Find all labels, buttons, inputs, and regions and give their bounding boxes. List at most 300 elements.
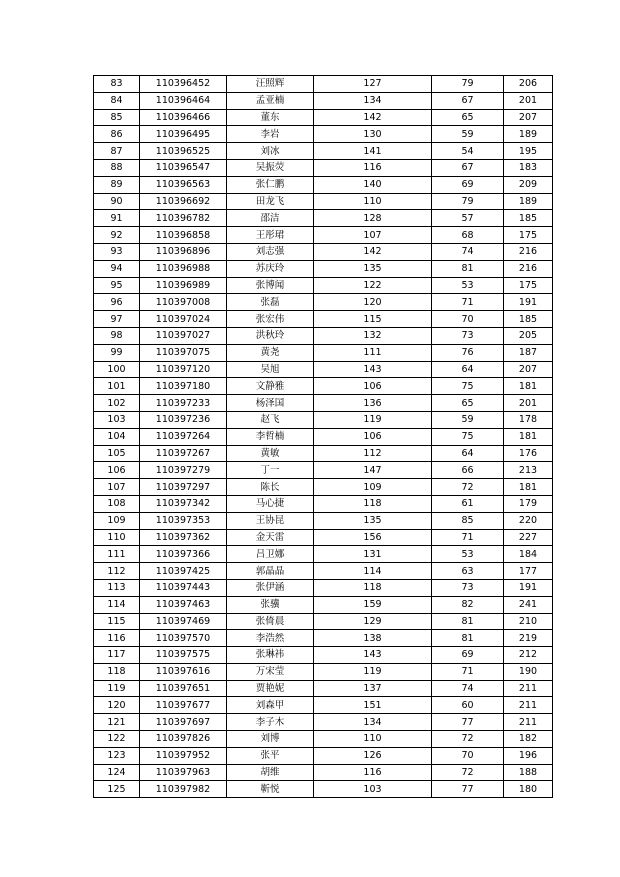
student-id-cell: 110397279 bbox=[140, 462, 227, 479]
total-cell: 181 bbox=[504, 479, 553, 496]
total-cell: 207 bbox=[504, 109, 553, 126]
table-row bbox=[94, 445, 553, 462]
score-b-cell: 77 bbox=[432, 781, 504, 798]
serial-cell: 100 bbox=[94, 361, 140, 378]
table-row bbox=[94, 731, 553, 748]
table-row bbox=[94, 563, 553, 580]
student-id-cell: 110396858 bbox=[140, 227, 227, 244]
score-a-cell: 140 bbox=[314, 176, 432, 193]
score-table-body bbox=[94, 76, 553, 798]
table-row bbox=[94, 227, 553, 244]
score-a-cell: 151 bbox=[314, 697, 432, 714]
name-cell: 王彤珺 bbox=[227, 227, 314, 244]
table-row bbox=[94, 277, 553, 294]
student-id-cell: 110397120 bbox=[140, 361, 227, 378]
serial-cell: 114 bbox=[94, 596, 140, 613]
score-a-cell: 135 bbox=[314, 260, 432, 277]
student-id-cell: 110397180 bbox=[140, 378, 227, 395]
score-a-cell: 106 bbox=[314, 378, 432, 395]
total-cell: 216 bbox=[504, 243, 553, 260]
score-a-cell: 119 bbox=[314, 663, 432, 680]
name-cell: 贾艳妮 bbox=[227, 680, 314, 697]
score-a-cell: 135 bbox=[314, 512, 432, 529]
table-row bbox=[94, 378, 553, 395]
score-b-cell: 72 bbox=[432, 764, 504, 781]
score-a-cell: 134 bbox=[314, 714, 432, 731]
student-id-cell: 110397267 bbox=[140, 445, 227, 462]
name-cell: 张琳祎 bbox=[227, 647, 314, 664]
total-cell: 176 bbox=[504, 445, 553, 462]
name-cell: 黄敏 bbox=[227, 445, 314, 462]
score-b-cell: 81 bbox=[432, 613, 504, 630]
total-cell: 187 bbox=[504, 344, 553, 361]
table-row bbox=[94, 92, 553, 109]
serial-cell: 89 bbox=[94, 176, 140, 193]
score-a-cell: 109 bbox=[314, 479, 432, 496]
score-b-cell: 74 bbox=[432, 680, 504, 697]
student-id-cell: 110397008 bbox=[140, 294, 227, 311]
name-cell: 李子木 bbox=[227, 714, 314, 731]
student-id-cell: 110397236 bbox=[140, 411, 227, 428]
score-a-cell: 131 bbox=[314, 546, 432, 563]
score-a-cell: 129 bbox=[314, 613, 432, 630]
table-row bbox=[94, 479, 553, 496]
student-id-cell: 110396495 bbox=[140, 126, 227, 143]
serial-cell: 121 bbox=[94, 714, 140, 731]
score-a-cell: 127 bbox=[314, 76, 432, 93]
total-cell: 191 bbox=[504, 294, 553, 311]
total-cell: 216 bbox=[504, 260, 553, 277]
score-b-cell: 65 bbox=[432, 395, 504, 412]
serial-cell: 88 bbox=[94, 159, 140, 176]
total-cell: 212 bbox=[504, 647, 553, 664]
student-id-cell: 110396692 bbox=[140, 193, 227, 210]
name-cell: 董东 bbox=[227, 109, 314, 126]
total-cell: 175 bbox=[504, 277, 553, 294]
total-cell: 227 bbox=[504, 529, 553, 546]
score-a-cell: 122 bbox=[314, 277, 432, 294]
student-id-cell: 110396988 bbox=[140, 260, 227, 277]
name-cell: 吕卫娜 bbox=[227, 546, 314, 563]
name-cell: 张磊 bbox=[227, 294, 314, 311]
total-cell: 196 bbox=[504, 747, 553, 764]
serial-cell: 90 bbox=[94, 193, 140, 210]
total-cell: 181 bbox=[504, 428, 553, 445]
table-row bbox=[94, 193, 553, 210]
student-id-cell: 110396525 bbox=[140, 143, 227, 160]
name-cell: 郭晶晶 bbox=[227, 563, 314, 580]
score-a-cell: 136 bbox=[314, 395, 432, 412]
score-a-cell: 130 bbox=[314, 126, 432, 143]
score-b-cell: 59 bbox=[432, 411, 504, 428]
table-row bbox=[94, 311, 553, 328]
name-cell: 陈长 bbox=[227, 479, 314, 496]
table-row bbox=[94, 344, 553, 361]
total-cell: 209 bbox=[504, 176, 553, 193]
score-a-cell: 143 bbox=[314, 361, 432, 378]
name-cell: 张博闻 bbox=[227, 277, 314, 294]
total-cell: 180 bbox=[504, 781, 553, 798]
student-id-cell: 110396782 bbox=[140, 210, 227, 227]
serial-cell: 109 bbox=[94, 512, 140, 529]
student-id-cell: 110397027 bbox=[140, 327, 227, 344]
serial-cell: 117 bbox=[94, 647, 140, 664]
name-cell: 吴振荧 bbox=[227, 159, 314, 176]
score-b-cell: 71 bbox=[432, 529, 504, 546]
serial-cell: 115 bbox=[94, 613, 140, 630]
score-b-cell: 64 bbox=[432, 445, 504, 462]
score-a-cell: 142 bbox=[314, 109, 432, 126]
student-id-cell: 110397233 bbox=[140, 395, 227, 412]
score-a-cell: 107 bbox=[314, 227, 432, 244]
student-id-cell: 110397443 bbox=[140, 579, 227, 596]
name-cell: 苏庆玲 bbox=[227, 260, 314, 277]
student-id-cell: 110397264 bbox=[140, 428, 227, 445]
name-cell: 洪秋玲 bbox=[227, 327, 314, 344]
serial-cell: 83 bbox=[94, 76, 140, 93]
table-row bbox=[94, 395, 553, 412]
total-cell: 175 bbox=[504, 227, 553, 244]
total-cell: 188 bbox=[504, 764, 553, 781]
name-cell: 李岩 bbox=[227, 126, 314, 143]
score-b-cell: 77 bbox=[432, 714, 504, 731]
student-id-cell: 110397342 bbox=[140, 495, 227, 512]
student-id-cell: 110397826 bbox=[140, 731, 227, 748]
name-cell: 王协昆 bbox=[227, 512, 314, 529]
serial-cell: 108 bbox=[94, 495, 140, 512]
name-cell: 张宏伟 bbox=[227, 311, 314, 328]
score-b-cell: 57 bbox=[432, 210, 504, 227]
student-id-cell: 110396989 bbox=[140, 277, 227, 294]
total-cell: 185 bbox=[504, 210, 553, 227]
score-a-cell: 156 bbox=[314, 529, 432, 546]
score-table bbox=[93, 75, 553, 798]
score-a-cell: 115 bbox=[314, 311, 432, 328]
score-b-cell: 60 bbox=[432, 697, 504, 714]
table-row bbox=[94, 462, 553, 479]
score-a-cell: 114 bbox=[314, 563, 432, 580]
score-b-cell: 75 bbox=[432, 428, 504, 445]
table-row bbox=[94, 327, 553, 344]
table-row bbox=[94, 781, 553, 798]
table-row bbox=[94, 243, 553, 260]
name-cell: 张骥 bbox=[227, 596, 314, 613]
total-cell: 211 bbox=[504, 680, 553, 697]
score-a-cell: 147 bbox=[314, 462, 432, 479]
score-a-cell: 134 bbox=[314, 92, 432, 109]
student-id-cell: 110397469 bbox=[140, 613, 227, 630]
name-cell: 张倚晨 bbox=[227, 613, 314, 630]
total-cell: 201 bbox=[504, 395, 553, 412]
score-a-cell: 159 bbox=[314, 596, 432, 613]
student-id-cell: 110396452 bbox=[140, 76, 227, 93]
serial-cell: 125 bbox=[94, 781, 140, 798]
name-cell: 刘森甲 bbox=[227, 697, 314, 714]
score-b-cell: 61 bbox=[432, 495, 504, 512]
table-row bbox=[94, 747, 553, 764]
student-id-cell: 110396466 bbox=[140, 109, 227, 126]
table-row bbox=[94, 109, 553, 126]
name-cell: 田龙飞 bbox=[227, 193, 314, 210]
total-cell: 183 bbox=[504, 159, 553, 176]
student-id-cell: 110397651 bbox=[140, 680, 227, 697]
score-b-cell: 67 bbox=[432, 159, 504, 176]
score-a-cell: 112 bbox=[314, 445, 432, 462]
table-row bbox=[94, 126, 553, 143]
score-a-cell: 118 bbox=[314, 495, 432, 512]
table-row bbox=[94, 546, 553, 563]
table-row bbox=[94, 428, 553, 445]
student-id-cell: 110397677 bbox=[140, 697, 227, 714]
score-a-cell: 103 bbox=[314, 781, 432, 798]
serial-cell: 85 bbox=[94, 109, 140, 126]
score-b-cell: 75 bbox=[432, 378, 504, 395]
name-cell: 杨泽国 bbox=[227, 395, 314, 412]
name-cell: 胡维 bbox=[227, 764, 314, 781]
score-b-cell: 66 bbox=[432, 462, 504, 479]
score-b-cell: 65 bbox=[432, 109, 504, 126]
name-cell: 汪照辉 bbox=[227, 76, 314, 93]
score-b-cell: 79 bbox=[432, 193, 504, 210]
score-b-cell: 85 bbox=[432, 512, 504, 529]
score-b-cell: 69 bbox=[432, 647, 504, 664]
serial-cell: 84 bbox=[94, 92, 140, 109]
name-cell: 金天雷 bbox=[227, 529, 314, 546]
score-a-cell: 142 bbox=[314, 243, 432, 260]
score-a-cell: 106 bbox=[314, 428, 432, 445]
serial-cell: 92 bbox=[94, 227, 140, 244]
total-cell: 179 bbox=[504, 495, 553, 512]
total-cell: 182 bbox=[504, 731, 553, 748]
table-row bbox=[94, 143, 553, 160]
score-a-cell: 119 bbox=[314, 411, 432, 428]
score-b-cell: 53 bbox=[432, 546, 504, 563]
score-a-cell: 143 bbox=[314, 647, 432, 664]
score-b-cell: 63 bbox=[432, 563, 504, 580]
name-cell: 李哲楠 bbox=[227, 428, 314, 445]
score-b-cell: 70 bbox=[432, 311, 504, 328]
total-cell: 219 bbox=[504, 630, 553, 647]
total-cell: 210 bbox=[504, 613, 553, 630]
score-b-cell: 76 bbox=[432, 344, 504, 361]
table-row bbox=[94, 361, 553, 378]
student-id-cell: 110397297 bbox=[140, 479, 227, 496]
total-cell: 207 bbox=[504, 361, 553, 378]
serial-cell: 123 bbox=[94, 747, 140, 764]
name-cell: 文静雅 bbox=[227, 378, 314, 395]
student-id-cell: 110397463 bbox=[140, 596, 227, 613]
serial-cell: 124 bbox=[94, 764, 140, 781]
student-id-cell: 110397697 bbox=[140, 714, 227, 731]
student-id-cell: 110397366 bbox=[140, 546, 227, 563]
score-b-cell: 73 bbox=[432, 579, 504, 596]
table-row bbox=[94, 495, 553, 512]
table-row bbox=[94, 159, 553, 176]
serial-cell: 107 bbox=[94, 479, 140, 496]
table-row bbox=[94, 647, 553, 664]
total-cell: 189 bbox=[504, 193, 553, 210]
serial-cell: 103 bbox=[94, 411, 140, 428]
table-row bbox=[94, 76, 553, 93]
name-cell: 赵飞 bbox=[227, 411, 314, 428]
table-row bbox=[94, 764, 553, 781]
name-cell: 张平 bbox=[227, 747, 314, 764]
serial-cell: 120 bbox=[94, 697, 140, 714]
name-cell: 刘志强 bbox=[227, 243, 314, 260]
table-row bbox=[94, 714, 553, 731]
score-a-cell: 110 bbox=[314, 193, 432, 210]
serial-cell: 111 bbox=[94, 546, 140, 563]
score-b-cell: 81 bbox=[432, 630, 504, 647]
student-id-cell: 110397353 bbox=[140, 512, 227, 529]
student-id-cell: 110397075 bbox=[140, 344, 227, 361]
score-a-cell: 128 bbox=[314, 210, 432, 227]
score-b-cell: 81 bbox=[432, 260, 504, 277]
total-cell: 178 bbox=[504, 411, 553, 428]
table-row bbox=[94, 512, 553, 529]
score-a-cell: 126 bbox=[314, 747, 432, 764]
total-cell: 206 bbox=[504, 76, 553, 93]
student-id-cell: 110396464 bbox=[140, 92, 227, 109]
student-id-cell: 110397616 bbox=[140, 663, 227, 680]
total-cell: 201 bbox=[504, 92, 553, 109]
student-id-cell: 110397362 bbox=[140, 529, 227, 546]
total-cell: 211 bbox=[504, 714, 553, 731]
score-a-cell: 111 bbox=[314, 344, 432, 361]
serial-cell: 112 bbox=[94, 563, 140, 580]
serial-cell: 113 bbox=[94, 579, 140, 596]
serial-cell: 98 bbox=[94, 327, 140, 344]
score-a-cell: 118 bbox=[314, 579, 432, 596]
name-cell: 靳悦 bbox=[227, 781, 314, 798]
table-row bbox=[94, 613, 553, 630]
serial-cell: 105 bbox=[94, 445, 140, 462]
total-cell: 220 bbox=[504, 512, 553, 529]
name-cell: 刘冰 bbox=[227, 143, 314, 160]
total-cell: 195 bbox=[504, 143, 553, 160]
student-id-cell: 110397425 bbox=[140, 563, 227, 580]
name-cell: 邵洁 bbox=[227, 210, 314, 227]
score-b-cell: 72 bbox=[432, 479, 504, 496]
score-a-cell: 138 bbox=[314, 630, 432, 647]
serial-cell: 106 bbox=[94, 462, 140, 479]
total-cell: 181 bbox=[504, 378, 553, 395]
name-cell: 刘博 bbox=[227, 731, 314, 748]
total-cell: 211 bbox=[504, 697, 553, 714]
serial-cell: 91 bbox=[94, 210, 140, 227]
serial-cell: 102 bbox=[94, 395, 140, 412]
serial-cell: 97 bbox=[94, 311, 140, 328]
serial-cell: 93 bbox=[94, 243, 140, 260]
name-cell: 黄尧 bbox=[227, 344, 314, 361]
score-a-cell: 141 bbox=[314, 143, 432, 160]
score-b-cell: 74 bbox=[432, 243, 504, 260]
serial-cell: 101 bbox=[94, 378, 140, 395]
serial-cell: 86 bbox=[94, 126, 140, 143]
student-id-cell: 110397952 bbox=[140, 747, 227, 764]
score-b-cell: 68 bbox=[432, 227, 504, 244]
score-b-cell: 59 bbox=[432, 126, 504, 143]
total-cell: 177 bbox=[504, 563, 553, 580]
total-cell: 213 bbox=[504, 462, 553, 479]
table-row bbox=[94, 579, 553, 596]
table-row bbox=[94, 697, 553, 714]
serial-cell: 94 bbox=[94, 260, 140, 277]
student-id-cell: 110397575 bbox=[140, 647, 227, 664]
serial-cell: 95 bbox=[94, 277, 140, 294]
total-cell: 191 bbox=[504, 579, 553, 596]
student-id-cell: 110397963 bbox=[140, 764, 227, 781]
student-id-cell: 110397982 bbox=[140, 781, 227, 798]
student-id-cell: 110396896 bbox=[140, 243, 227, 260]
score-b-cell: 79 bbox=[432, 76, 504, 93]
serial-cell: 96 bbox=[94, 294, 140, 311]
table-row bbox=[94, 294, 553, 311]
name-cell: 孟亚楠 bbox=[227, 92, 314, 109]
table-row bbox=[94, 630, 553, 647]
score-a-cell: 137 bbox=[314, 680, 432, 697]
serial-cell: 110 bbox=[94, 529, 140, 546]
total-cell: 184 bbox=[504, 546, 553, 563]
score-b-cell: 71 bbox=[432, 294, 504, 311]
score-b-cell: 72 bbox=[432, 731, 504, 748]
student-id-cell: 110396547 bbox=[140, 159, 227, 176]
table-row bbox=[94, 260, 553, 277]
name-cell: 丁一 bbox=[227, 462, 314, 479]
total-cell: 190 bbox=[504, 663, 553, 680]
table-row bbox=[94, 411, 553, 428]
serial-cell: 104 bbox=[94, 428, 140, 445]
name-cell: 张伊涵 bbox=[227, 579, 314, 596]
serial-cell: 119 bbox=[94, 680, 140, 697]
score-a-cell: 110 bbox=[314, 731, 432, 748]
table-row bbox=[94, 210, 553, 227]
table-row bbox=[94, 176, 553, 193]
serial-cell: 122 bbox=[94, 731, 140, 748]
name-cell: 万宋莹 bbox=[227, 663, 314, 680]
student-id-cell: 110397570 bbox=[140, 630, 227, 647]
score-b-cell: 67 bbox=[432, 92, 504, 109]
score-b-cell: 54 bbox=[432, 143, 504, 160]
score-b-cell: 82 bbox=[432, 596, 504, 613]
serial-cell: 87 bbox=[94, 143, 140, 160]
serial-cell: 118 bbox=[94, 663, 140, 680]
score-b-cell: 53 bbox=[432, 277, 504, 294]
serial-cell: 116 bbox=[94, 630, 140, 647]
score-b-cell: 70 bbox=[432, 747, 504, 764]
score-b-cell: 69 bbox=[432, 176, 504, 193]
table-row bbox=[94, 529, 553, 546]
table-row bbox=[94, 663, 553, 680]
student-id-cell: 110397024 bbox=[140, 311, 227, 328]
table-row bbox=[94, 680, 553, 697]
total-cell: 241 bbox=[504, 596, 553, 613]
total-cell: 185 bbox=[504, 311, 553, 328]
total-cell: 189 bbox=[504, 126, 553, 143]
serial-cell: 99 bbox=[94, 344, 140, 361]
student-id-cell: 110396563 bbox=[140, 176, 227, 193]
name-cell: 马心捷 bbox=[227, 495, 314, 512]
score-a-cell: 116 bbox=[314, 159, 432, 176]
score-b-cell: 73 bbox=[432, 327, 504, 344]
name-cell: 张仁鹏 bbox=[227, 176, 314, 193]
name-cell: 吴旭 bbox=[227, 361, 314, 378]
score-a-cell: 116 bbox=[314, 764, 432, 781]
score-a-cell: 120 bbox=[314, 294, 432, 311]
total-cell: 205 bbox=[504, 327, 553, 344]
name-cell: 李浩然 bbox=[227, 630, 314, 647]
table-row bbox=[94, 596, 553, 613]
